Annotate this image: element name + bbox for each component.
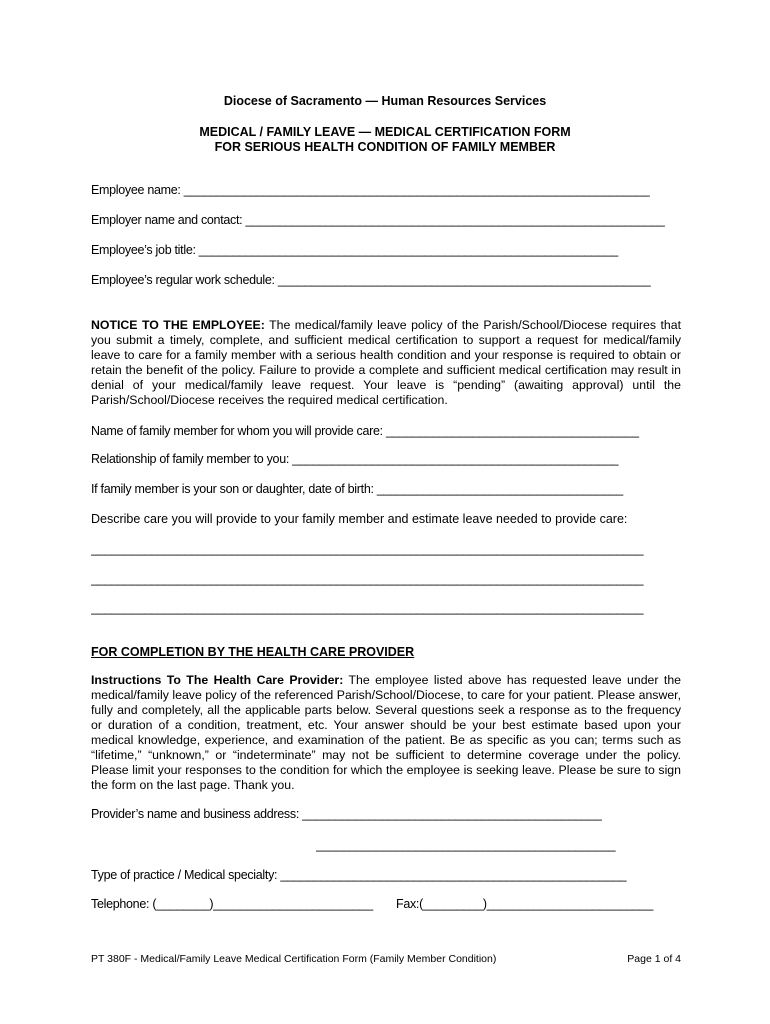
- practice-specialty-field[interactable]: Type of practice / Medical specialty: ____________________________________________________: [91, 868, 627, 882]
- organization-header: Diocese of Sacramento — Human Resources Services: [223, 94, 547, 108]
- instructions-label: Instructions To The Health Care Provider:: [91, 673, 344, 687]
- describe-care-line-1[interactable]: ___________________________________________________________________________________: [91, 542, 644, 556]
- date-of-birth-field[interactable]: If family member is your son or daughter, date of birth: _____________________________________: [91, 482, 623, 496]
- work-schedule-field[interactable]: Employee’s regular work schedule: ________________________________________________________: [91, 273, 651, 287]
- notice-text: The medical/family leave policy of the Parish/School/Diocese requires that you submit a timely, complete, and sufficient medical certification to support a request for medical/family leave to care for a family member with a serious health condition and your response is required to obtain or retain the benefit of the policy. Failure to provide a complete and sufficient medical certification may result in denial of your medical/family leave request. Your leave is “pending” (awaiting approval) until the Parish/School/Diocese receives the required medical certification.: [91, 318, 682, 407]
- provider-section-title: FOR COMPLETION BY THE HEALTH CARE PROVIDER: [91, 645, 415, 659]
- fax-field[interactable]: Fax:(_________)_________________________: [396, 897, 654, 911]
- form-title-line2: FOR SERIOUS HEALTH CONDITION OF FAMILY MEMBER: [214, 140, 556, 154]
- describe-care-line-3[interactable]: ___________________________________________________________________________________: [91, 601, 644, 615]
- notice-label: NOTICE TO THE EMPLOYEE:: [91, 318, 265, 332]
- family-member-name-field[interactable]: Name of family member for whom you will provide care: ______________________________________: [91, 424, 639, 438]
- employer-contact-field[interactable]: Employer name and contact: _______________________________________________________________: [91, 213, 665, 227]
- notice-paragraph: [91, 318, 681, 408]
- page-number: Page 1 of 4: [627, 953, 681, 965]
- provider-name-address-field[interactable]: Provider’s name and business address: _____________________________________________: [91, 807, 602, 821]
- provider-address-line2[interactable]: _____________________________________________: [316, 838, 616, 852]
- describe-care-line-2[interactable]: ___________________________________________________________________________________: [91, 572, 644, 586]
- relationship-field[interactable]: Relationship of family member to you: _________________________________________________: [91, 452, 619, 466]
- job-title-field[interactable]: Employee’s job title: _______________________________________________________________: [91, 243, 618, 257]
- instructions-text: The employee listed above has requested leave under the medical/family leave policy of the referenced Parish/School/Diocese, to care for your patient. Please answer, fully and completely, all the applicable parts below. Several questions seek a response as to the frequency or duration of a condition, treatment, etc. Your answer should be your best estimate based upon your medical knowledge, experience, and examination of the patient. Be as specific as you can; terms such as “lifetime,” “unknown,” or “indeterminate” may not be sufficient to determine coverage under the policy. Please limit your responses to the condition for which the employee is seeking leave. Please be sure to sign the form on the last page. Thank you.: [91, 673, 681, 792]
- provider-instructions: [91, 673, 681, 793]
- telephone-field[interactable]: Telephone: (________)________________________: [91, 897, 373, 911]
- employee-name-field[interactable]: Employee name: ______________________________________________________________________: [91, 183, 650, 197]
- form-footer-id: PT 380F - Medical/Family Leave Medical Certification Form (Family Member Condition): [91, 953, 497, 965]
- form-title-line1: MEDICAL / FAMILY LEAVE — MEDICAL CERTIFICATION FORM: [199, 125, 571, 139]
- describe-care-label: Describe care you will provide to your family member and estimate leave needed to provide care:: [91, 512, 628, 526]
